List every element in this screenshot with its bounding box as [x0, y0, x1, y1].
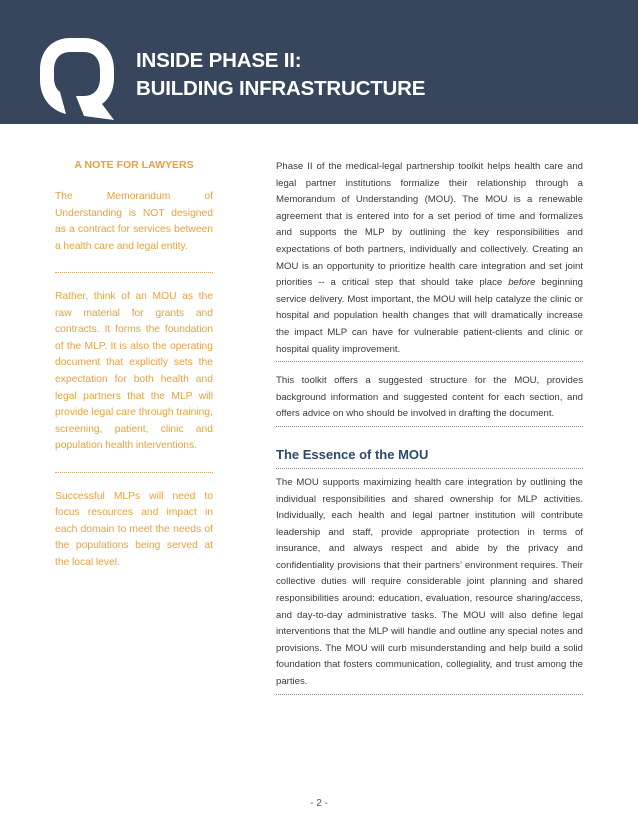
divider: [276, 694, 583, 695]
divider: [276, 468, 583, 469]
intro-emphasis: before: [508, 277, 536, 289]
intro-text-b: beginning service delivery. Most important, the MOU will help catalyze the clinic or hospital and population health changes that will dramatically increase the impact MLP can have for vulnerable patient-clients and clinic or hospital quality improvement.: [276, 277, 583, 355]
page-title: [136, 47, 425, 103]
divider: [276, 426, 583, 427]
sidebar-divider: [55, 472, 213, 473]
sidebar-divider: [55, 272, 213, 273]
sidebar-paragraph-1: The Memorandum of Understanding is NOT designed as a contract for services between a health care and legal entity.: [55, 191, 213, 252]
section-body: The MOU supports maximizing health care integration by outlining the individual responsibilities and shared ownership for MLP activities. Individually, each health and legal partner institution will contribute leadership and staff, provide appropriate protection in terms of insurance, and always respect and abide by the privacy and confidentiality provisions that their partners’ environment requires. Their collective duties will require considerable joint planning and shared responsibilities around: education, evaluation, resource sharing/access, and day-to-day administrative tasks. The MOU will also define legal interventions that the MLP will handle and outline any special notes and provisions. The MOU will curb misunderstanding and help build a solid foundation that fosters communication, collegiality, and trust among the parties.: [276, 476, 583, 688]
divider: [276, 361, 583, 362]
sidebar-heading: A NOTE FOR LAWYERS: [74, 159, 194, 171]
sidebar-paragraph-2: Rather, think of an MOU as the raw material for grants and contracts. It forms the foundation of the MLP. It is also the operating document that explicitly sets the expectation for both health and legal partners that the MLP will provide legal care through training, screening, patient, clinic and population health interventions.: [55, 290, 213, 452]
sidebar-note-for-lawyers: [55, 159, 213, 588]
page-title-line-1: INSIDE PHASE II:: [136, 49, 302, 72]
intro-paragraph-2: This toolkit offers a suggested structure for the MOU, provides background information and suggested content for each section, and offers advice on who should be involved in drafting the document.: [276, 375, 583, 420]
section-heading: The Essence of the MOU: [276, 446, 429, 462]
sidebar-paragraph-3: Successful MLPs will need to focus resources and impact in each domain to meet the needs of the populations being served at the local level.: [55, 490, 213, 568]
page-title-line-2: BUILDING INFRASTRUCTURE: [136, 77, 426, 100]
page-header: [0, 0, 638, 124]
main-content: [276, 159, 583, 706]
intro-paragraph-1: [276, 159, 583, 358]
page-number: - 2 -: [310, 798, 328, 809]
intro-text-a: Phase II of the medical-legal partnership toolkit helps health care and legal partner institutions formalize their relationship through a Memorandum of Understanding (MOU). The MOU is a renewable agreement that is entered into for a set period of time and formalizes and supports the MLP by outlining the key responsibilities and expectations of both partners, individually and collectively. Creating an MOU is an opportunity to prioritize health care integration and set joint priorities -- a critical step that should take place: [276, 161, 583, 289]
mlp-logo-icon: [36, 34, 118, 120]
